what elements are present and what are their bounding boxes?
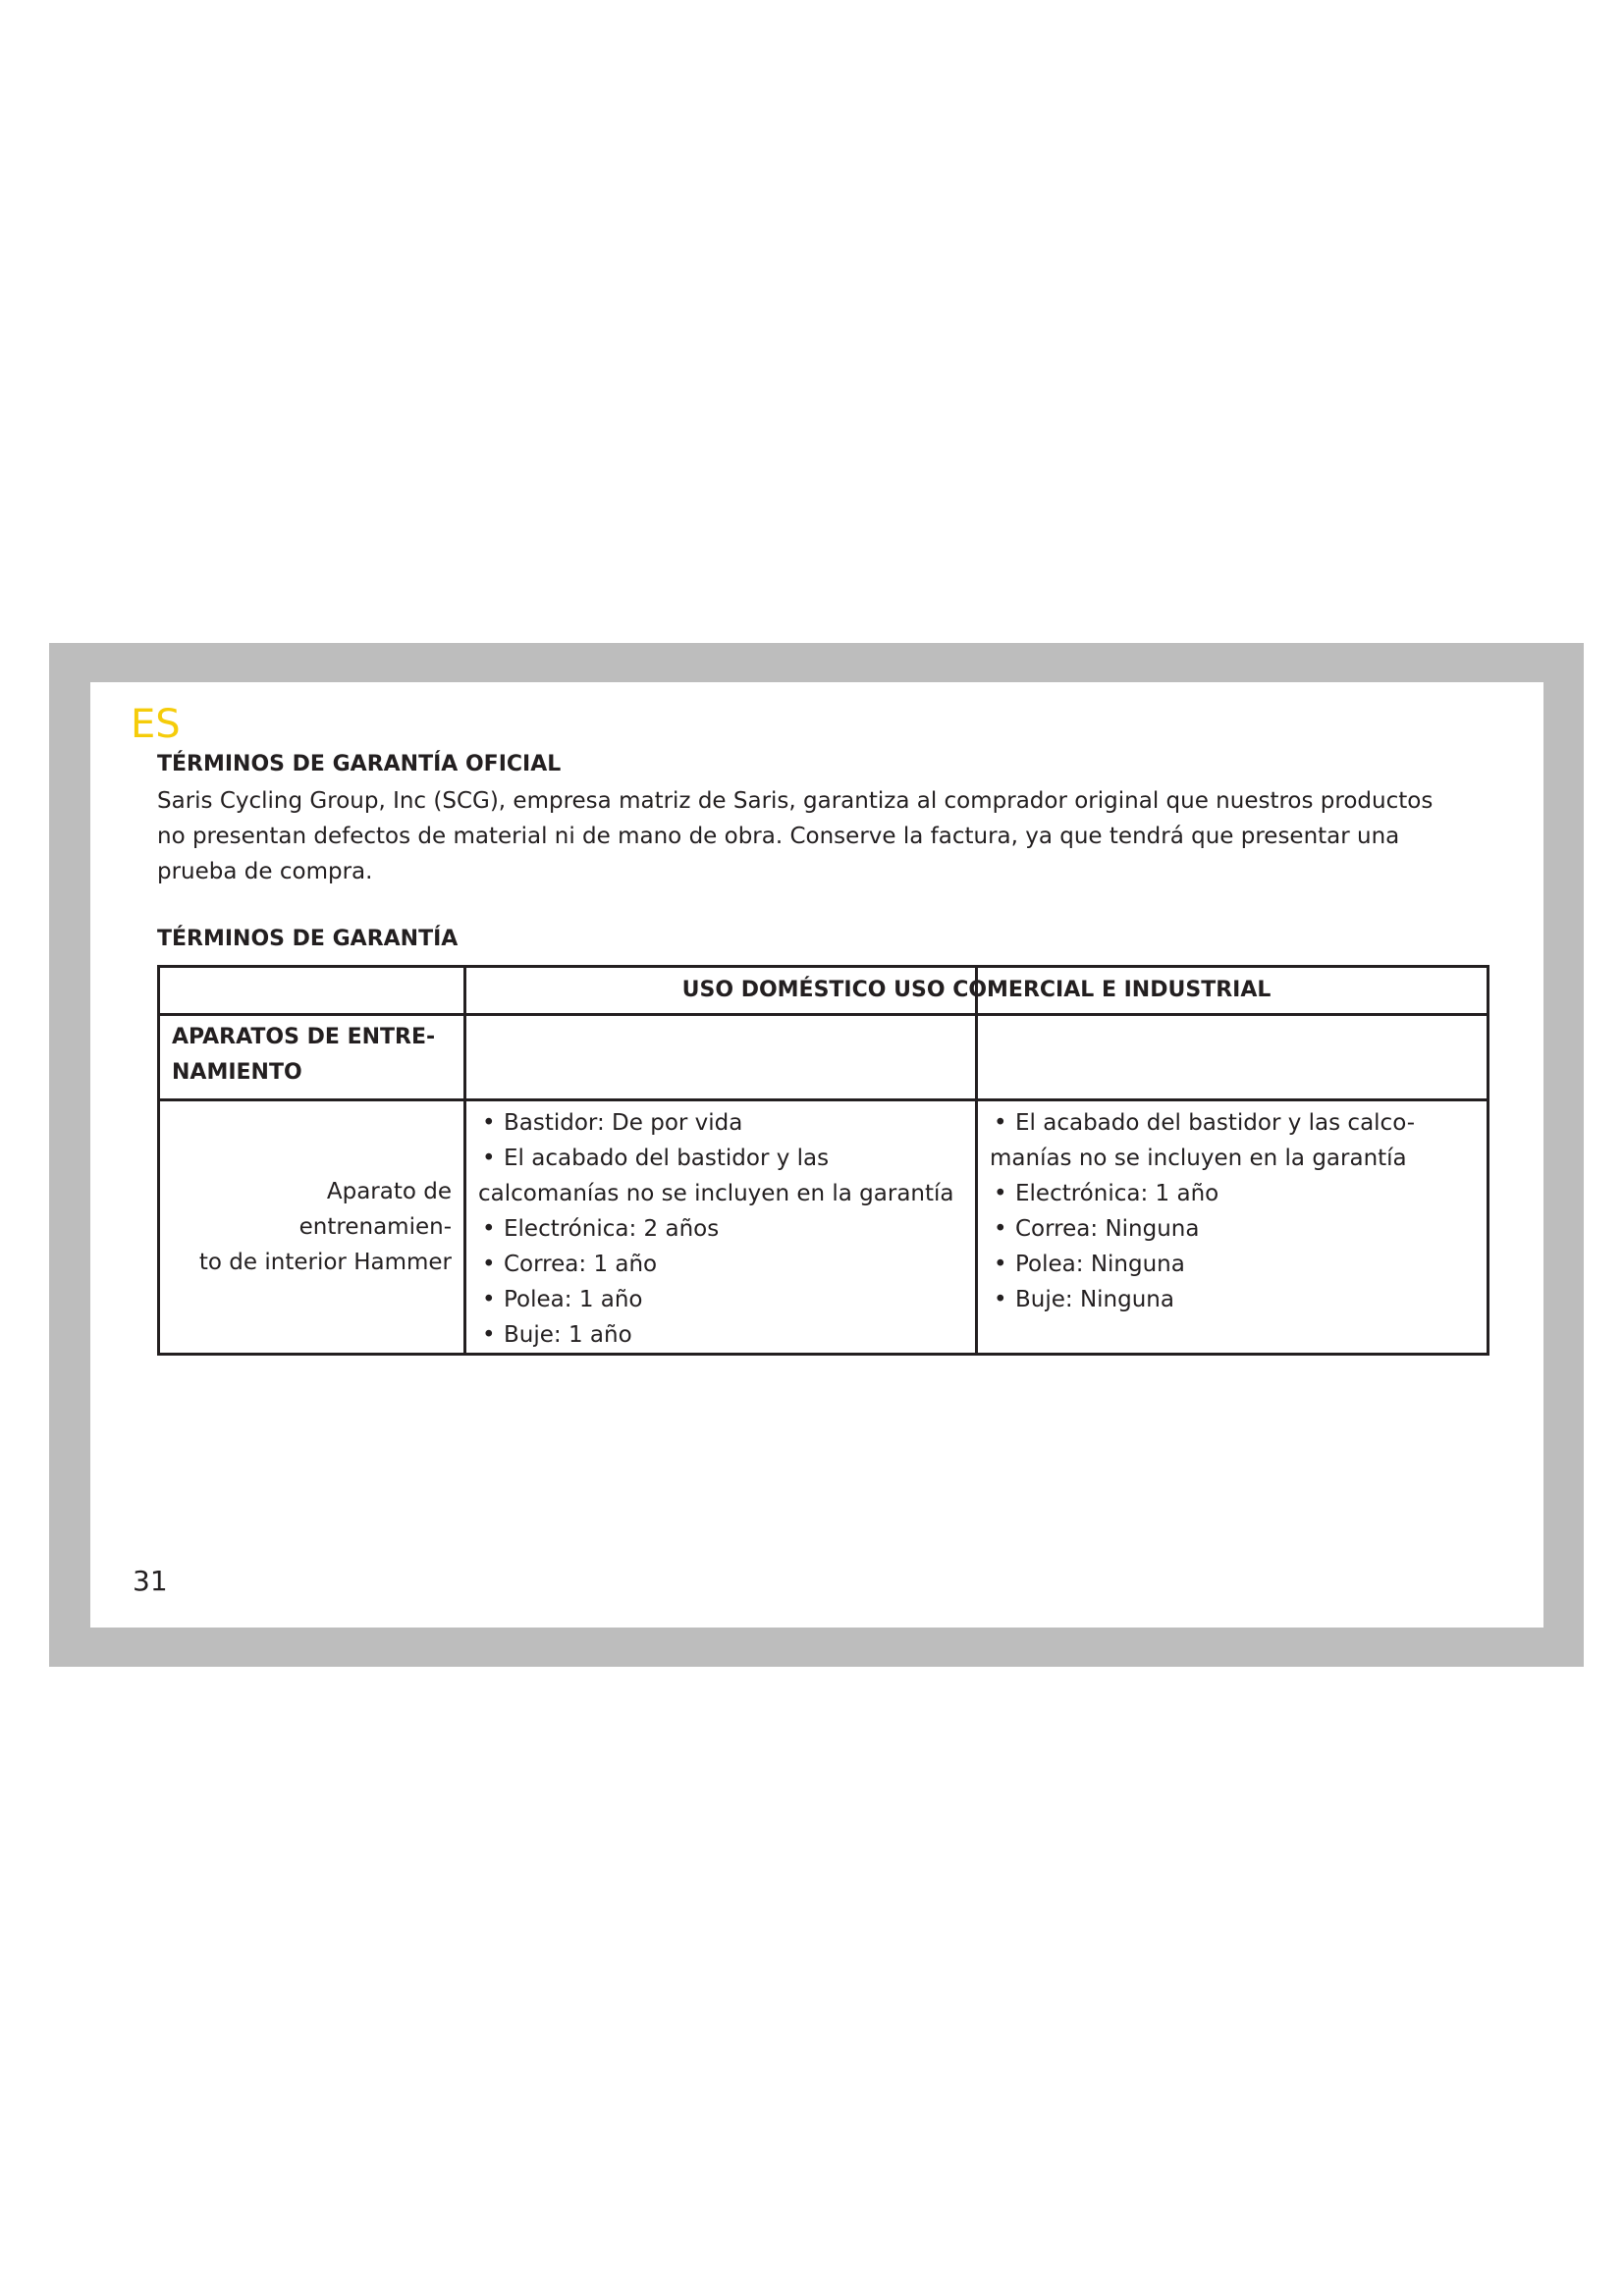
product-name-text: Aparato de entrenamien- to de interior Hammer xyxy=(198,1179,452,1275)
commercial-terms-list xyxy=(990,1101,1475,1317)
commercial-terms-cell xyxy=(977,1100,1489,1355)
domestic-terms-list xyxy=(478,1101,963,1353)
product-name xyxy=(159,1100,465,1355)
language-tag: ES xyxy=(131,702,181,747)
commercial-term-item-1: • El acabado del bastidor y las calco-manías no se incluyen en la garantía xyxy=(990,1105,1475,1176)
bullet-icon: • xyxy=(482,1322,496,1348)
intro-paragraph: Saris Cycling Group, Inc (SCG), empresa matriz de Saris, garantiza al comprador original que nuestros productos no presentan defectos de material ni de mano de obra. Conserve la factura, ya que tendrá que presentar una prueba de compra. xyxy=(157,788,1434,884)
commercial-term-item-4: • Polea: Ninguna xyxy=(990,1247,1475,1282)
domestic-term-item-2: • El acabado del bastidor y las calcomanías no se incluyen en la garantía xyxy=(478,1141,963,1211)
domestic-term-item-6: • Buje: 1 año xyxy=(478,1317,963,1353)
table-header-row xyxy=(159,967,1489,1015)
bullet-icon: • xyxy=(994,1216,1007,1242)
heading-official-warranty: TÉRMINOS DE GARANTÍA OFICIAL xyxy=(157,752,562,776)
category-domestic-cell xyxy=(465,1015,977,1100)
commercial-term-item-2: • Electrónica: 1 año xyxy=(990,1176,1475,1211)
header-empty-cell xyxy=(159,967,465,1015)
category-commercial-cell xyxy=(977,1015,1489,1100)
bullet-icon: • xyxy=(482,1146,496,1171)
bullet-icon: • xyxy=(994,1110,1007,1136)
bullet-icon: • xyxy=(994,1181,1007,1206)
page-number: 31 xyxy=(133,1565,168,1597)
header-usage-label: USO DOMÉSTICO USO COMERCIAL E INDUSTRIAL xyxy=(681,978,1272,1002)
bullet-icon: • xyxy=(482,1252,496,1277)
domestic-term-item-4: • Correa: 1 año xyxy=(478,1247,963,1282)
heading-warranty-terms: TÉRMINOS DE GARANTÍA xyxy=(157,927,459,951)
domestic-terms-cell xyxy=(465,1100,977,1355)
bullet-icon: • xyxy=(994,1252,1007,1277)
bullet-icon: • xyxy=(482,1110,496,1136)
category-label xyxy=(159,1015,465,1100)
commercial-term-item-5: • Buje: Ninguna xyxy=(990,1282,1475,1317)
commercial-term-item-3: • Correa: Ninguna xyxy=(990,1211,1475,1247)
table-row xyxy=(159,1100,1489,1355)
bullet-icon: • xyxy=(994,1287,1007,1312)
warranty-table xyxy=(157,965,1489,1356)
domestic-term-item-1: • Bastidor: De por vida xyxy=(478,1105,963,1141)
header-usage-cell xyxy=(465,967,1489,1015)
category-label-text: APARATOS DE ENTRE- NAMIENTO xyxy=(172,1025,436,1085)
bullet-icon: • xyxy=(482,1216,496,1242)
bullet-icon: • xyxy=(482,1287,496,1312)
table-category-row xyxy=(159,1015,1489,1100)
domestic-term-item-3: • Electrónica: 2 años xyxy=(478,1211,963,1247)
domestic-term-item-5: • Polea: 1 año xyxy=(478,1282,963,1317)
